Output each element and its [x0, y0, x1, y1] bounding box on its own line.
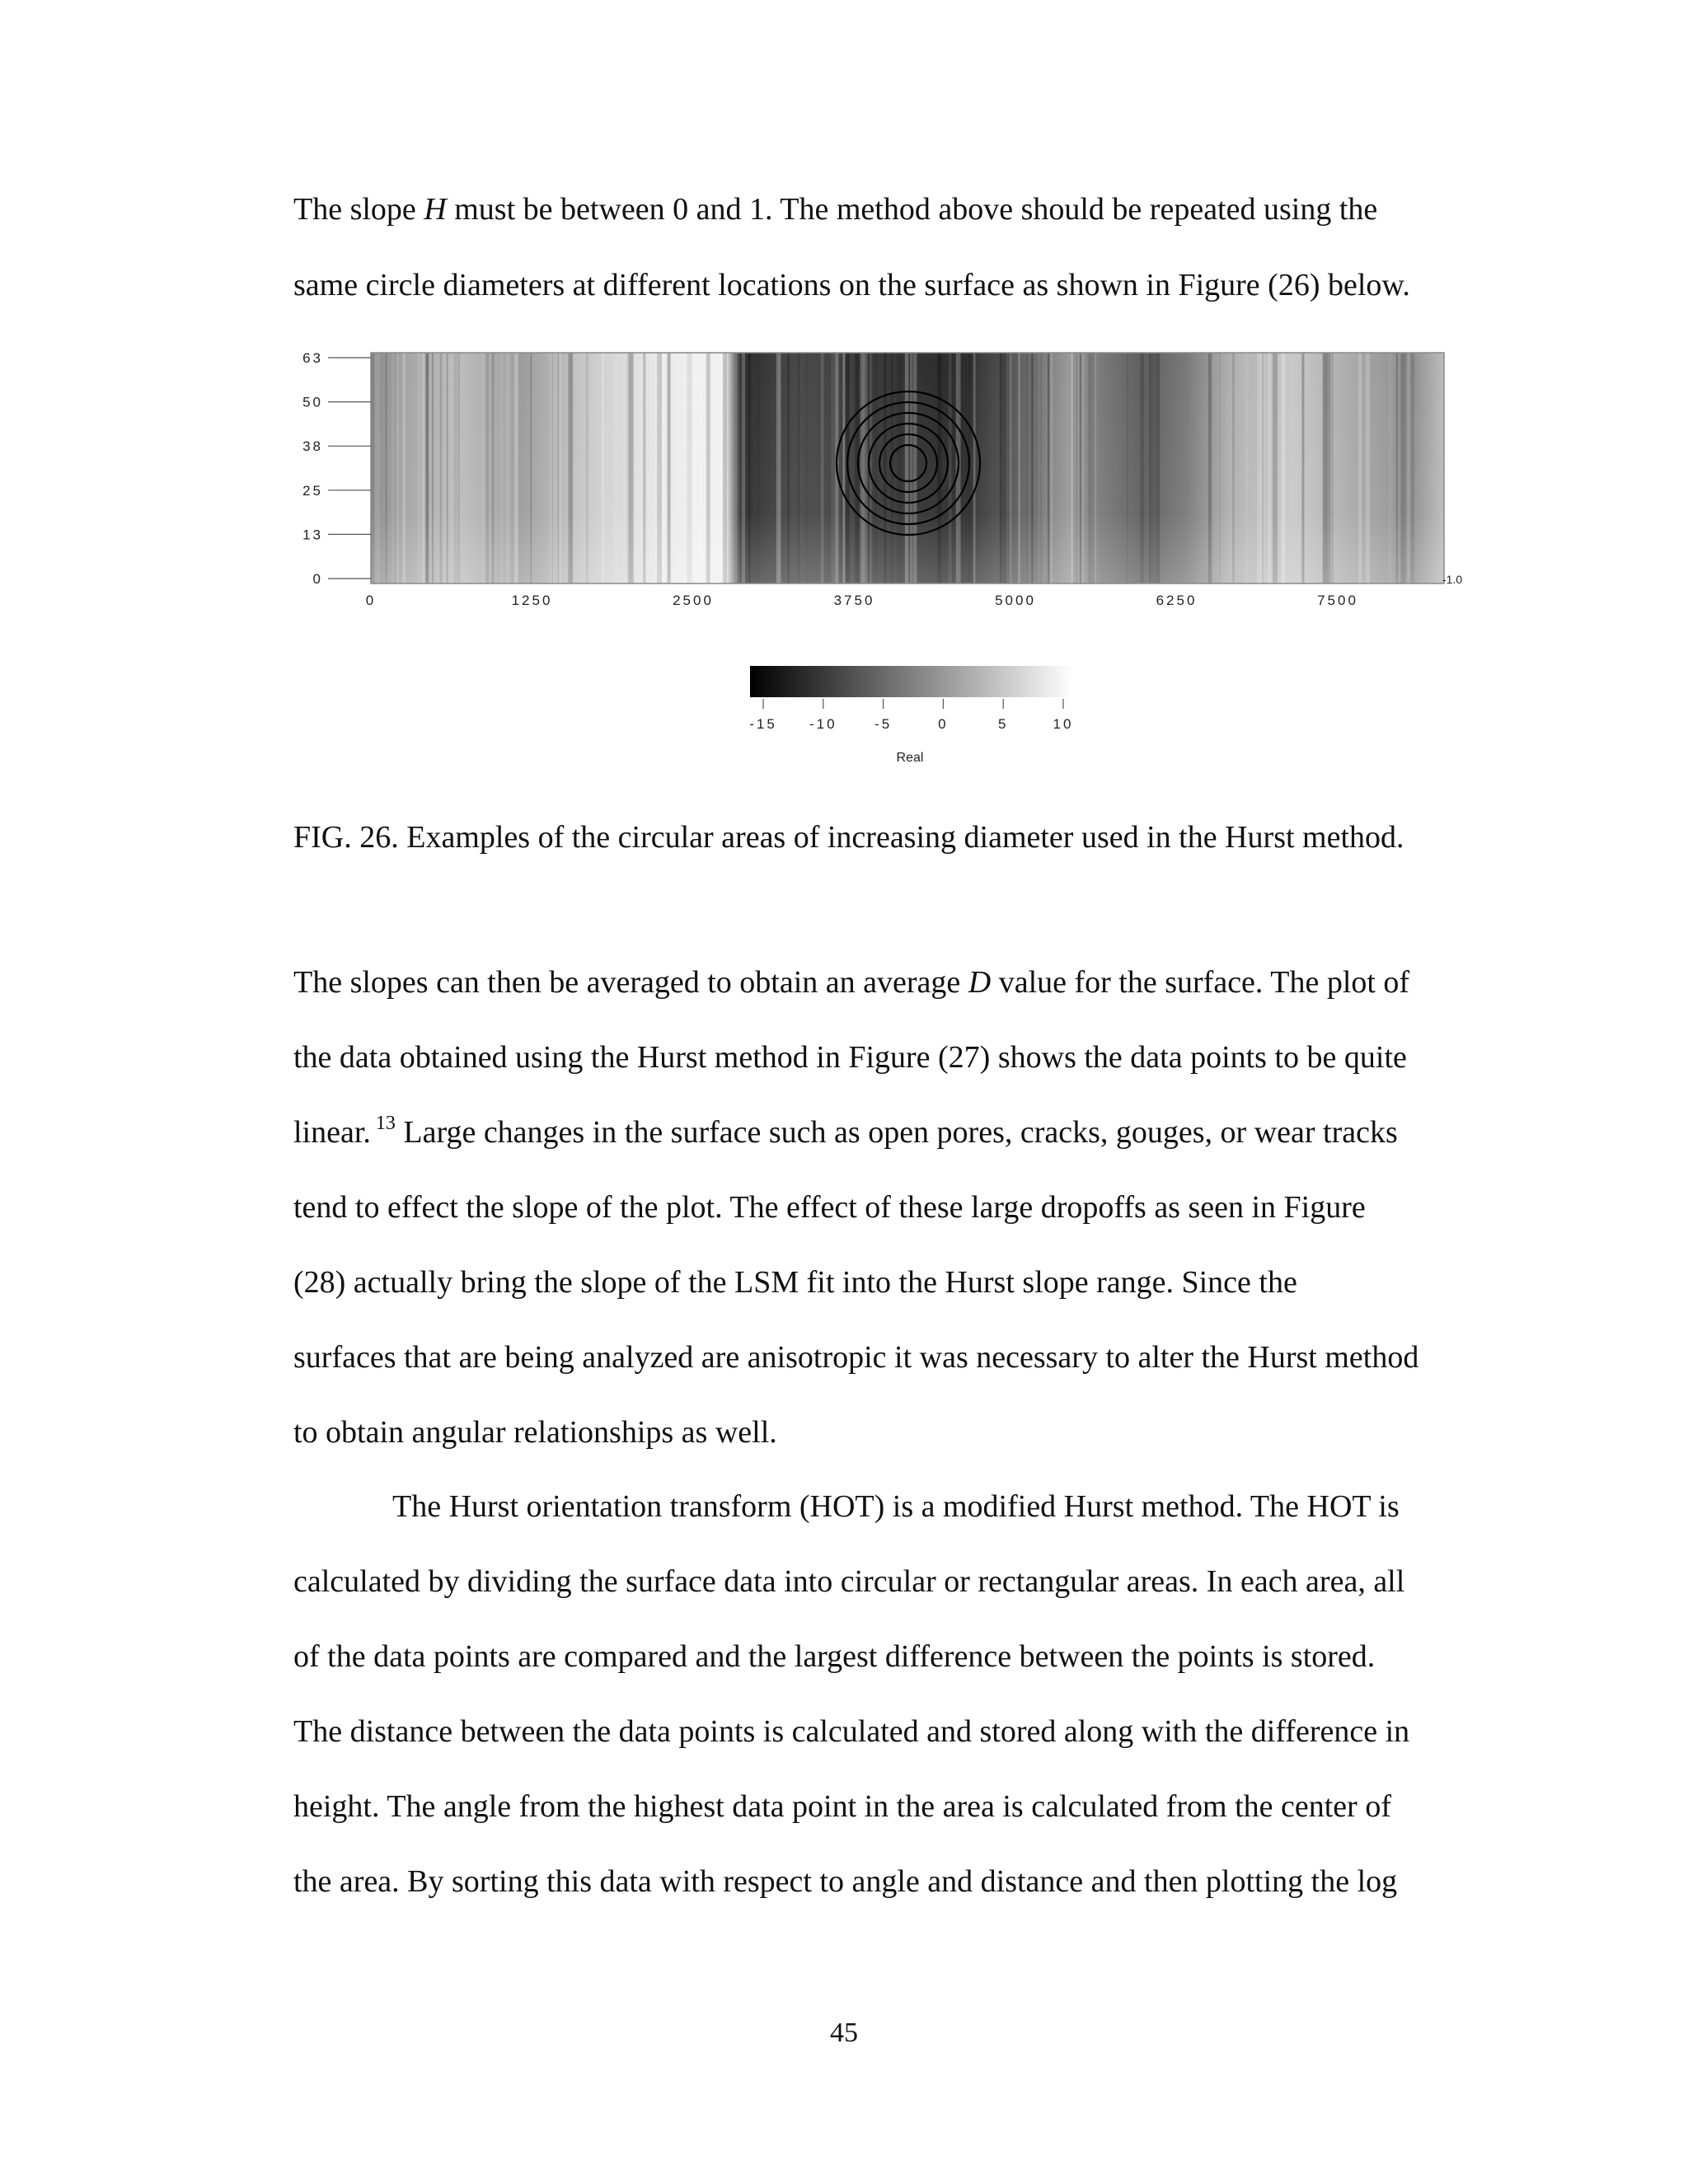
- text-run: Large changes in the surface such as open pores, cracks, gouges, or wear tracks: [395, 1115, 1398, 1150]
- text-run: tend to effect the slope of the plot. The effect of these large dropoffs as seen in Figure: [293, 1190, 1366, 1225]
- surface-image: [371, 353, 1444, 583]
- page-number: 45: [830, 2018, 858, 2048]
- text-line: [293, 191, 1377, 227]
- x-tick-label: 5000: [995, 593, 1036, 608]
- x-tick-label: 1250: [511, 593, 553, 608]
- y-tick-label: 13: [302, 527, 323, 543]
- colorbar-tick-label: -10: [809, 716, 837, 732]
- text-line: [293, 1339, 1418, 1376]
- text-run: The slope: [293, 192, 424, 227]
- text-run: The Hurst orientation transform (HOT) is a modified Hurst method. The HOT is: [392, 1489, 1400, 1524]
- text-run: to obtain angular relationships as well.: [293, 1415, 777, 1450]
- colorbar-tick-label: 10: [1053, 716, 1074, 732]
- x-tick-label: 2500: [673, 593, 714, 608]
- text-line: [293, 1189, 1366, 1226]
- colorbar: [749, 666, 1073, 765]
- x-tick-label: 3750: [833, 593, 875, 608]
- text-line: [293, 1039, 1407, 1076]
- figure-caption: FIG. 26. Examples of the circular areas of increasing diameter used in the Hurst method.: [293, 820, 1404, 855]
- y-tick-label: 25: [302, 482, 323, 499]
- text-run: The distance between the data points is calculated and stored along with the difference in: [293, 1714, 1410, 1749]
- x-axis-end-label: -1.0: [1442, 573, 1463, 586]
- colorbar-tick-label: -5: [874, 716, 893, 732]
- x-tick-label: 6250: [1156, 593, 1198, 608]
- text-line: [293, 1414, 777, 1451]
- x-axis: [366, 593, 1358, 608]
- text-run: of the data points are compared and the largest difference between the points is stored.: [293, 1639, 1376, 1674]
- colorbar-tick-label: 5: [997, 716, 1009, 732]
- text-line: [293, 1563, 1404, 1600]
- figure-26-surface-plot: [297, 338, 1492, 783]
- text-run: H: [424, 192, 447, 227]
- text-line: [293, 964, 1409, 1001]
- x-tick-label: 7500: [1317, 593, 1358, 608]
- colorbar-tick-label: -15: [749, 716, 777, 732]
- text-run: D: [968, 965, 992, 1000]
- text-line: [293, 1863, 1397, 1900]
- text-run: the data obtained using the Hurst method in Figure (27) shows the data points to be quite: [293, 1040, 1407, 1075]
- text-run: the area. By sorting this data with respect to angle and distance and then plotting the log: [293, 1864, 1398, 1899]
- y-tick-label: 50: [302, 394, 323, 410]
- y-tick-label: 38: [302, 438, 323, 455]
- text-run: surfaces that are being analyzed are anisotropic it was necessary to alter the Hurst method: [293, 1340, 1419, 1375]
- text-run: same circle diameters at different locations on the surface as shown in Figure (26) below.: [293, 268, 1410, 302]
- text-line: [293, 1638, 1375, 1675]
- colorbar-tick-label: 0: [938, 716, 949, 732]
- y-tick-label: 0: [312, 571, 323, 587]
- text-run: linear.: [293, 1115, 371, 1150]
- text-run: calculated by dividing the surface data into circular or rectangular areas. In each area, all: [293, 1564, 1405, 1599]
- text-run: (28) actually bring the slope of the LSM fit into the Hurst slope range. Since the: [293, 1265, 1297, 1300]
- colorbar-label: Real: [896, 751, 924, 765]
- text-line: [293, 1713, 1409, 1750]
- text-run: 13: [370, 1113, 396, 1134]
- x-tick-label: 0: [365, 593, 377, 608]
- y-tick-label: 63: [302, 350, 323, 366]
- text-line: [293, 1488, 1400, 1525]
- text-run: height. The angle from the highest data point in the area is calculated from the center of: [293, 1789, 1391, 1824]
- text-run: The slopes can then be averaged to obtain an average: [293, 965, 968, 1000]
- text-run: value for the surface. The plot of: [991, 965, 1410, 1000]
- text-run: must be between 0 and 1. The method above should be repeated using the: [446, 192, 1378, 227]
- text-line: [293, 1264, 1297, 1301]
- y-axis: [302, 350, 371, 587]
- text-line: [293, 267, 1410, 303]
- text-line: [293, 1788, 1391, 1825]
- text-line: [293, 1114, 1398, 1151]
